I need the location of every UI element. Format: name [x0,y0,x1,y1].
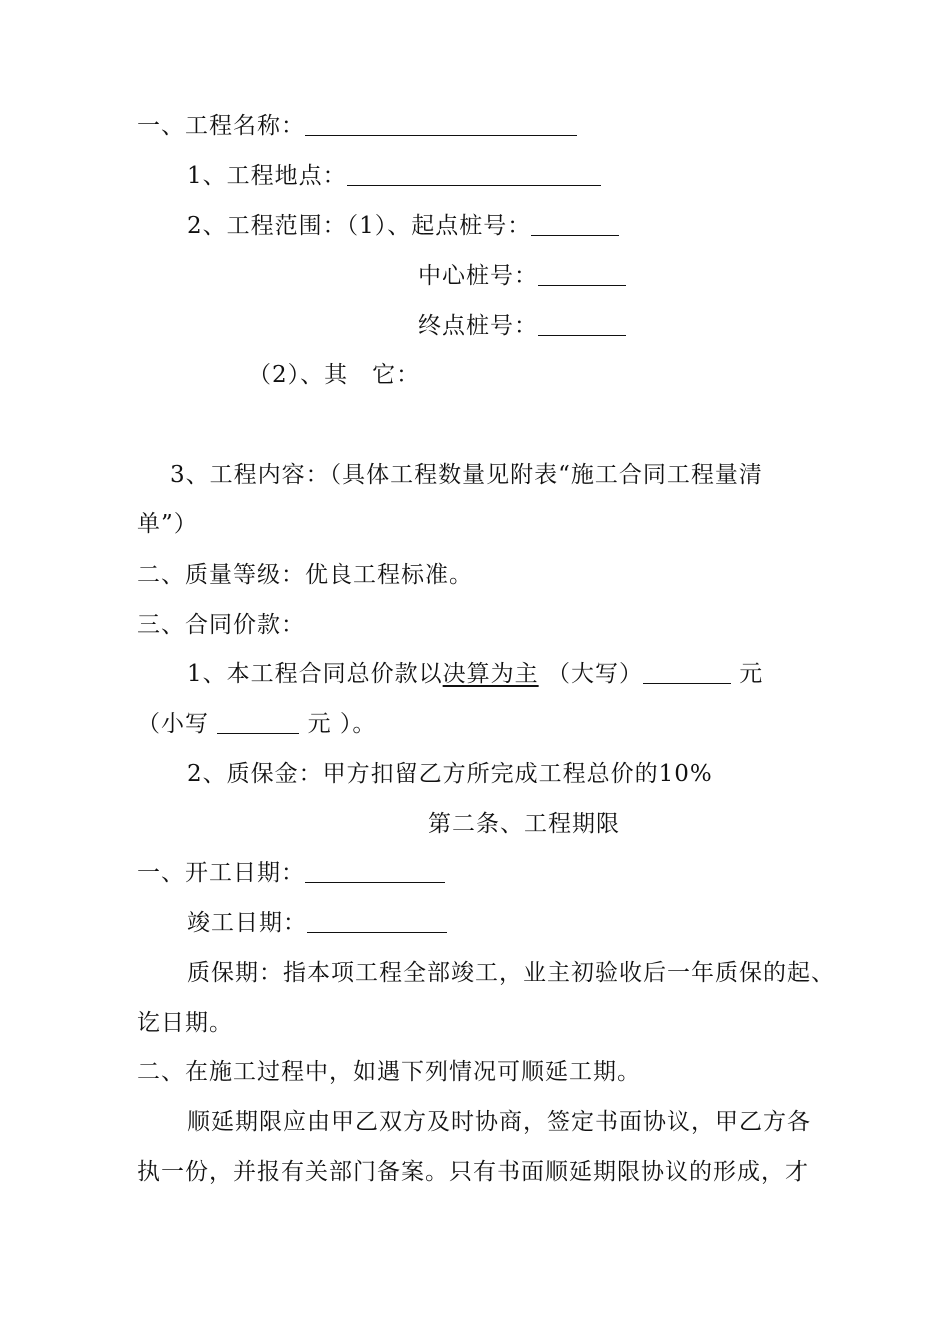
scope-line [187,211,619,241]
warranty-line-1 [187,958,835,988]
content-text-2: 单”） [137,511,198,537]
project-name-line [137,111,577,141]
price-yuan-2: 元 ）。 [307,711,377,737]
price-line-2 [137,709,376,739]
warranty-text-2: 讫日期。 [137,1010,233,1036]
article-2-title-text: 第二条、工程期限 [428,811,620,837]
price-yuan-1: 元 [739,661,764,687]
end-pile-line [418,311,626,341]
project-name-blank [305,113,577,136]
quality-text: 二、质量等级：优良工程标准。 [137,562,473,588]
price-uppercase-label: （大写） [546,661,643,687]
start-date-label: 一、开工日期： [137,860,305,886]
center-pile-blank [538,263,626,286]
location-line [187,161,601,191]
end-pile-label: 终点桩号： [418,313,538,339]
article-2-title [0,809,950,839]
settlement-underlined: 决算为主 [442,661,539,687]
extension-heading-text: 二、在施工过程中，如遇下列情况可顺延工期。 [137,1059,641,1085]
scope-label: 2、工程范围：（1）、起点桩号： [187,213,532,239]
start-pile-blank [531,213,619,236]
retention-line [187,759,713,789]
price-lowercase-label: （小写 [137,711,209,737]
quality-line [137,560,473,590]
other-label: （2）、其 它： [248,362,421,388]
center-pile-label: 中心桩号： [418,263,538,289]
price-line-1 [187,659,763,689]
content-text-1: 3、工程内容：（具体工程数量见附表“施工合同工程量清 [170,462,763,488]
price-heading-text: 三、合同价款： [137,612,305,638]
location-label: 1、工程地点： [187,163,347,189]
price-lowercase-blank [217,711,299,734]
start-date-line [137,858,445,888]
warranty-line-2 [137,1008,233,1038]
price-text-a: 1、本工程合同总价款以 [187,661,443,687]
extension-text-1: 顺延期限应由甲乙双方及时协商，签定书面协议，甲乙方各 [187,1109,811,1135]
warranty-text-1: 质保期：指本项工程全部竣工，业主初验收后一年质保的起、 [187,960,835,986]
price-heading [137,610,305,640]
completion-date-label: 竣工日期： [187,910,307,936]
extension-line-1 [187,1107,811,1137]
project-name-label: 一、工程名称： [137,113,305,139]
content-line-1 [170,460,763,490]
location-blank [347,163,601,186]
start-date-blank [305,860,445,883]
completion-date-blank [307,910,447,933]
content-line-2 [137,509,198,539]
extension-text-2: 执一份，并报有关部门备案。只有书面顺延期限协议的形成，才 [137,1159,809,1185]
end-pile-blank [538,313,626,336]
price-uppercase-blank [643,661,731,684]
center-pile-line [418,261,626,291]
extension-heading [137,1057,641,1087]
other-line [248,360,420,390]
extension-line-2 [137,1157,809,1187]
retention-text: 2、质保金：甲方扣留乙方所完成工程总价的10% [187,761,713,787]
completion-date-line [187,908,447,938]
